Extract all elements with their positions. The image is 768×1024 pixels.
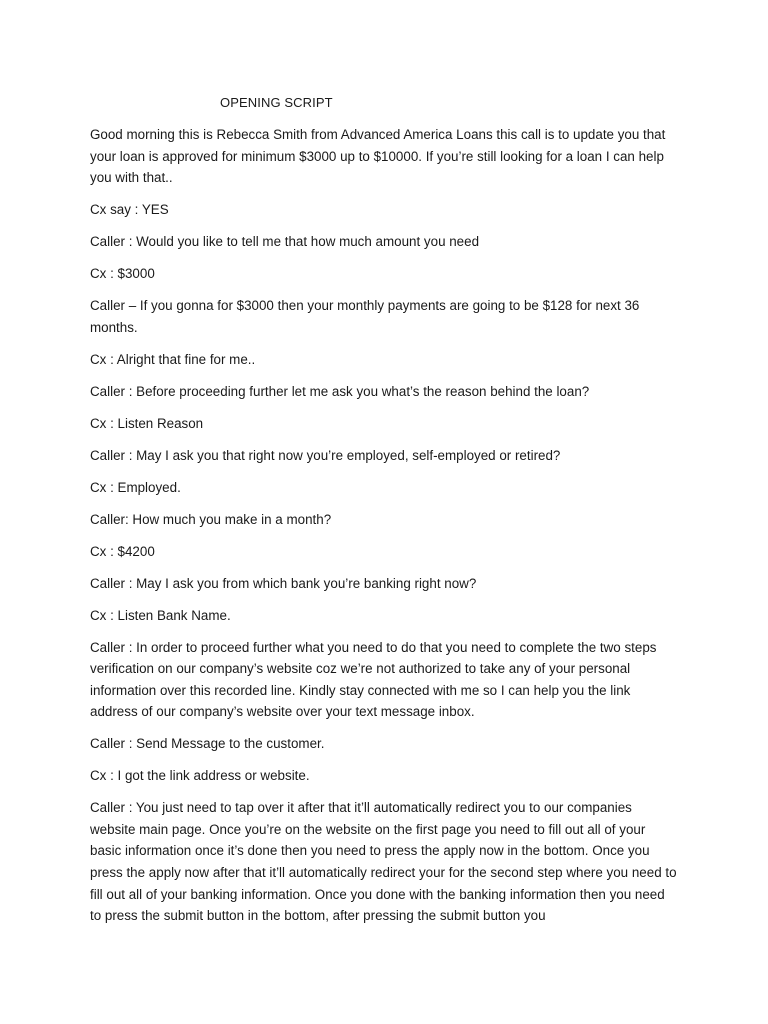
document-body bbox=[90, 124, 678, 937]
paragraph-caller-payments: Caller – If you gonna for $3000 then your monthly payments are going to be $128 for next 36 months. bbox=[90, 298, 640, 335]
paragraph-caller-bank: Caller : May I ask you from which bank you’re banking right now? bbox=[90, 575, 477, 591]
paragraph-cx-employed: Cx : Employed. bbox=[90, 479, 181, 495]
paragraph-caller-income: Caller: How much you make in a month? bbox=[90, 511, 332, 527]
document-title: OPENING SCRIPT bbox=[220, 95, 333, 110]
paragraph-cx-income: Cx : $4200 bbox=[90, 543, 155, 559]
paragraph-cx-alright: Cx : Alright that fine for me.. bbox=[90, 351, 256, 367]
paragraph-caller-employment: Caller : May I ask you that right now you’re employed, self-employed or retired? bbox=[90, 447, 561, 463]
paragraph-caller-verification: Caller : In order to proceed further what you need to do that you need to complete the two steps verification on our company’s website coz we’re not authorized to take any of your personal information over this recorded line. Kindly stay connected with me so I can help you the link address of our company’s website over your text message inbox. bbox=[90, 639, 657, 720]
paragraph-caller-instructions: Caller : You just need to tap over it after that it’ll automatically redirect you to our companies website main page. Once you’re on the website on the first page you need to fill out all of your basic information once it’s done then you need to press the apply now in the bottom. Once you press the apply now after that it’ll automatically redirect your for the second step where you need to fill out all of your banking information. Once you done with the banking information then you need to press the submit button in the bottom, after pressing the submit button you bbox=[90, 800, 677, 924]
paragraph-cx-reason: Cx : Listen Reason bbox=[90, 415, 204, 431]
paragraph-caller-reason: Caller : Before proceeding further let me ask you what’s the reason behind the loan? bbox=[90, 383, 590, 399]
paragraph-cx-bank: Cx : Listen Bank Name. bbox=[90, 607, 231, 623]
paragraph-greeting: Good morning this is Rebecca Smith from Advanced America Loans this call is to update you that your loan is approved for minimum $3000 up to $10000. If you’re still looking for a loan I can help you with that.. bbox=[90, 127, 666, 186]
paragraph-caller-send-message: Caller : Send Message to the customer. bbox=[90, 736, 325, 752]
paragraph-cx-amount: Cx : $3000 bbox=[90, 266, 155, 282]
paragraph-caller-amount: Caller : Would you like to tell me that how much amount you need bbox=[90, 234, 480, 250]
paragraph-cx-yes: Cx say : YES bbox=[90, 202, 169, 218]
paragraph-cx-link: Cx : I got the link address or website. bbox=[90, 768, 310, 784]
